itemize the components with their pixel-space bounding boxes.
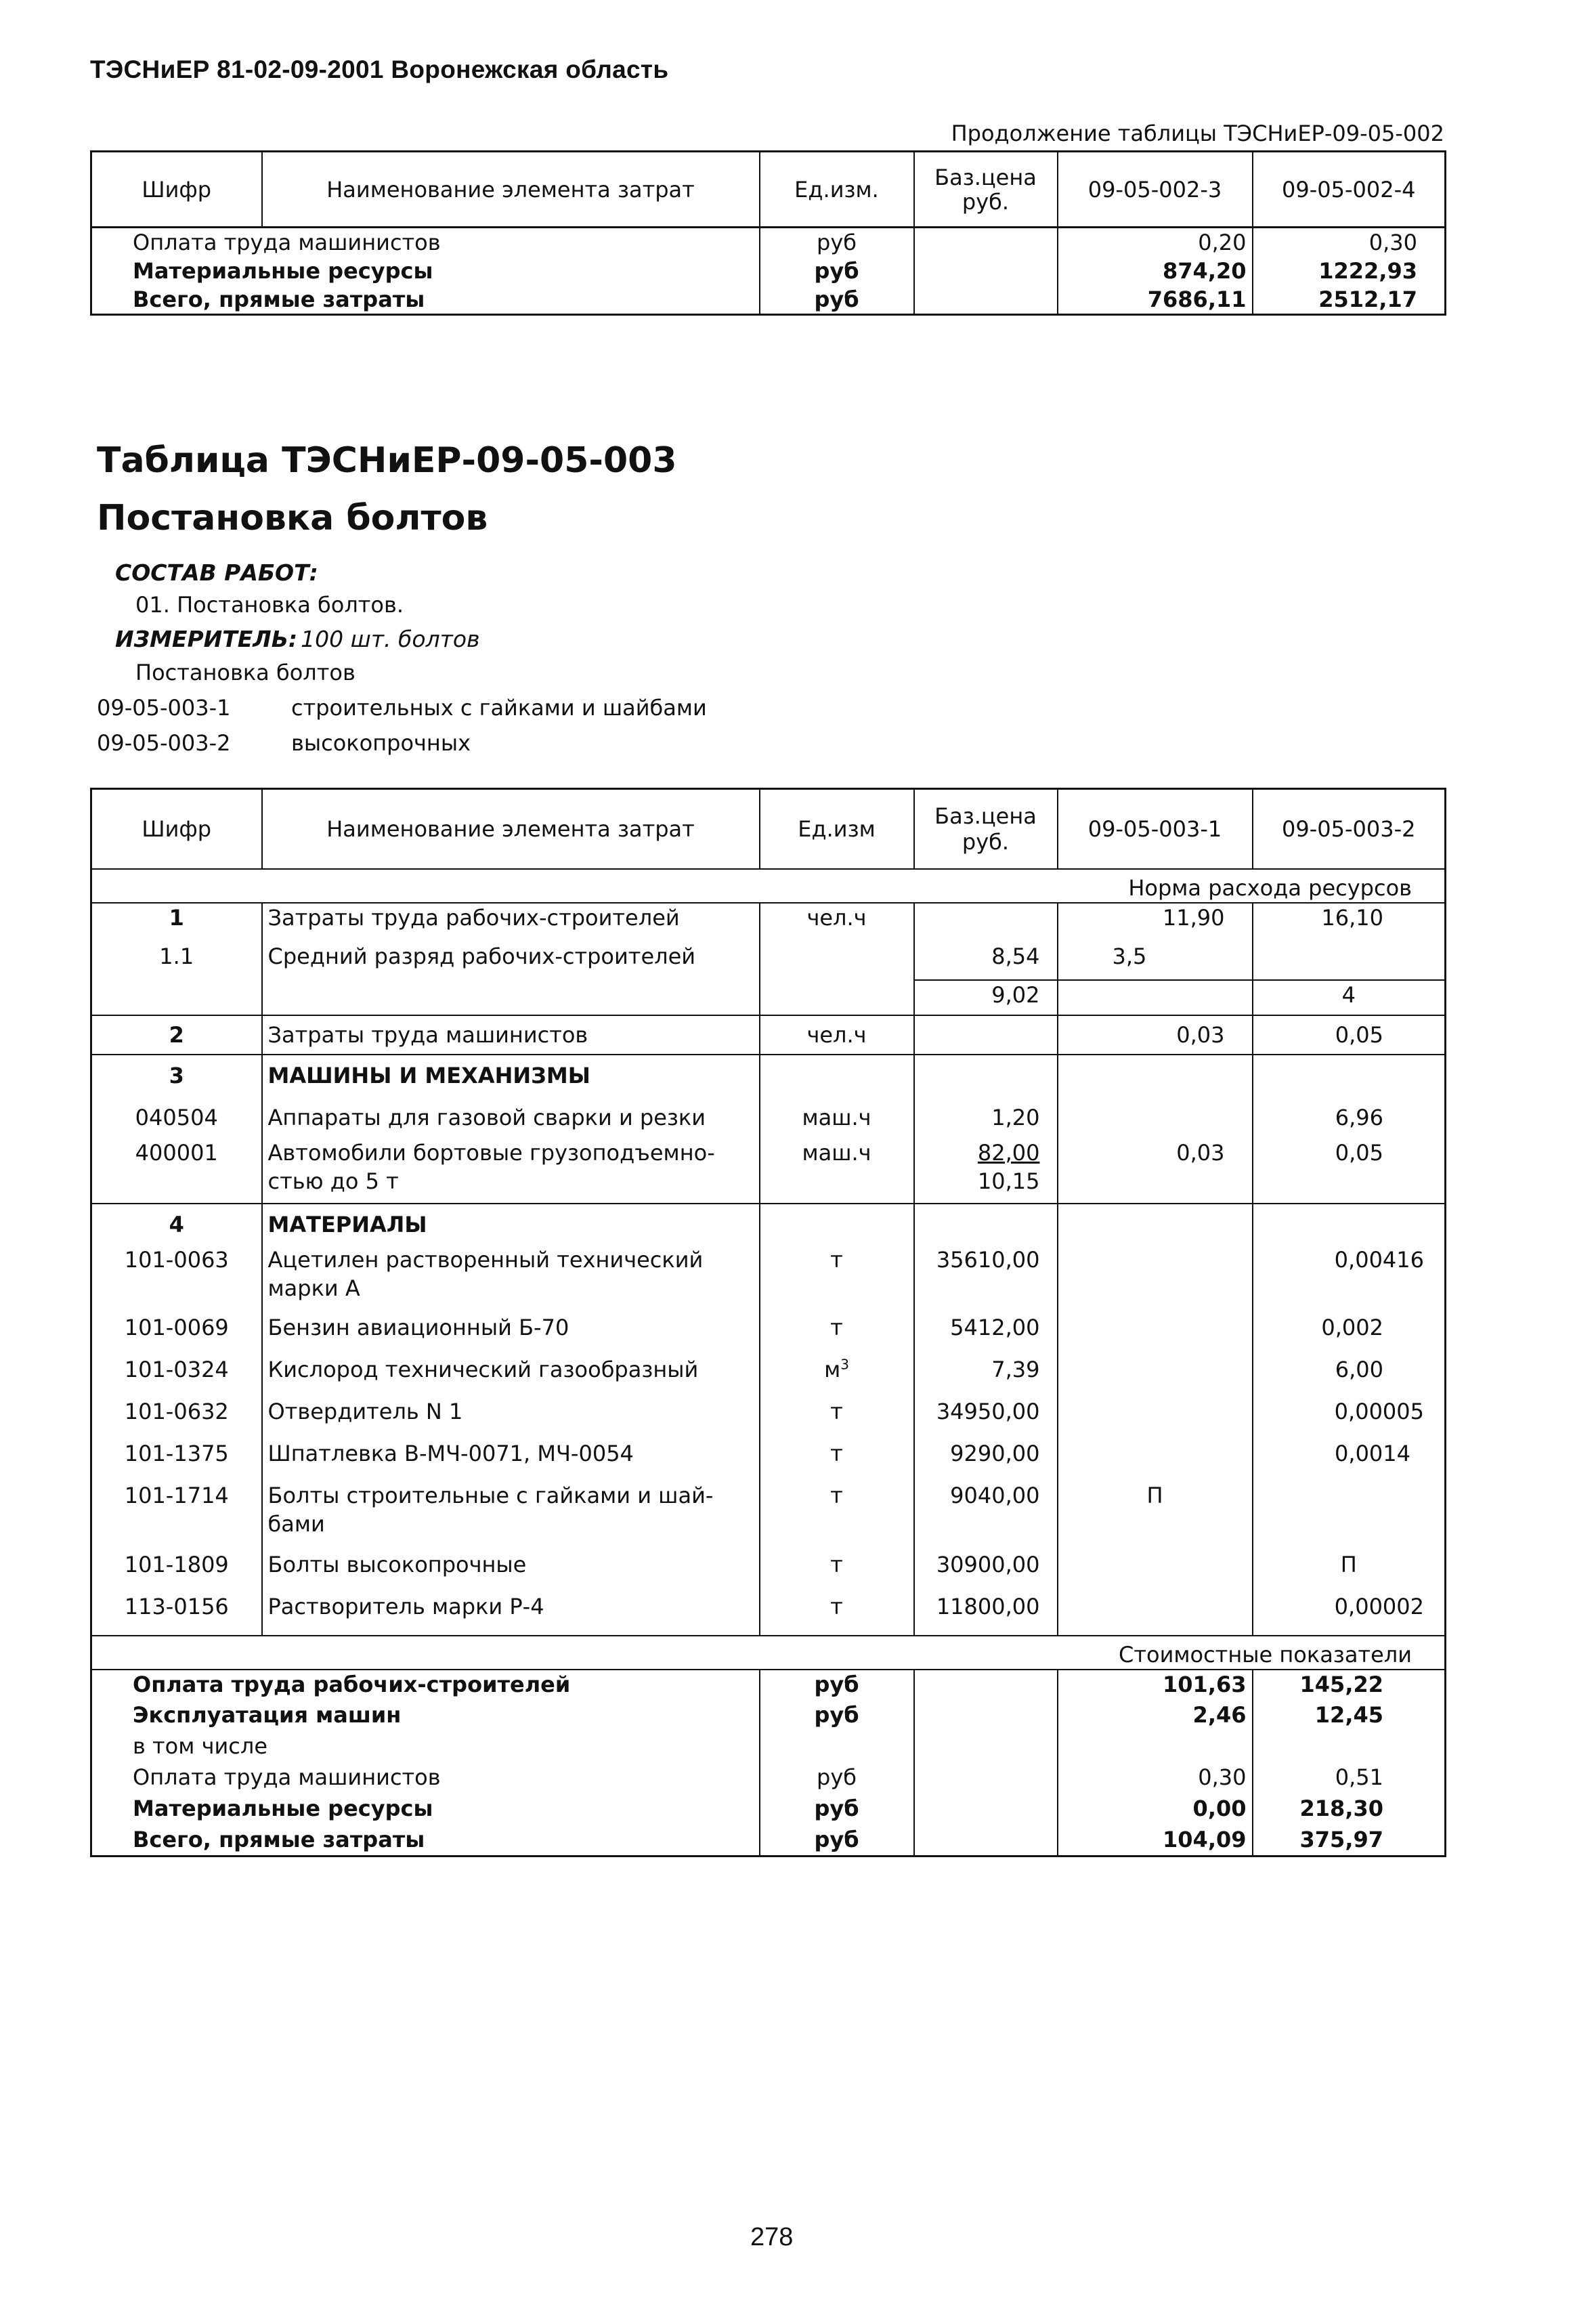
row-price (914, 1139, 1058, 1204)
row-name: Растворитель марки Р-4 (262, 1592, 760, 1636)
row-unit: чел.ч (760, 903, 914, 942)
header-col2: 09-05-002-4 (1253, 152, 1446, 228)
row-name-line: марки А (267, 1275, 360, 1301)
row-unit: чел.ч (760, 1015, 914, 1055)
row-v2: 2512,17 (1253, 285, 1446, 315)
row-price: 30900,00 (914, 1550, 1058, 1592)
row-code: 4 (169, 1212, 184, 1237)
row-v1 (1058, 1246, 1253, 1313)
row-v1: 104,09 (1058, 1825, 1253, 1856)
row-v2 (1253, 1055, 1446, 1097)
row-price (914, 1055, 1058, 1097)
row-price-line: 10,15 (977, 1168, 1040, 1194)
row-name: Затраты труда машинистов (262, 1015, 760, 1055)
header-name: Наименование элемента затрат (262, 152, 760, 228)
row-v2: 12,45 (1253, 1701, 1446, 1732)
row-unit: т (760, 1439, 914, 1481)
norm-caption: Норма расхода ресурсов (1128, 874, 1412, 901)
row-name-line: Автомобили бортовые грузоподъемно- (267, 1139, 715, 1166)
row-code: 101-0632 (124, 1398, 229, 1424)
row-name: Материальные ресурсы (133, 258, 433, 284)
row-v1 (1058, 1097, 1253, 1139)
row-price: 7,39 (914, 1355, 1058, 1397)
header-unit: Ед.изм. (760, 152, 914, 228)
row-v2: 375,97 (1253, 1825, 1446, 1856)
row-name: Затраты труда рабочих-строителей (262, 903, 760, 942)
row-unit (760, 1055, 914, 1097)
row-price-line: 82,00 (977, 1139, 1040, 1166)
row-unit: руб (760, 1701, 914, 1732)
row-v1: 874,20 (1058, 257, 1253, 285)
row-code: 101-0063 (124, 1246, 229, 1273)
row-v1: 0,20 (1058, 228, 1253, 257)
variant-text: строительных с гайками и шайбами (291, 695, 707, 721)
table-row (91, 285, 1446, 315)
row-v1 (1058, 1439, 1253, 1481)
row-v2: 6,00 (1253, 1355, 1446, 1397)
row-v2: 16,10 (1253, 903, 1446, 942)
row-name-line: Болты строительные с гайками и шай- (267, 1482, 714, 1508)
row-v1: 0,00 (1058, 1794, 1253, 1825)
row-v2: 1222,93 (1253, 257, 1446, 285)
row-v2: 0,05 (1253, 1139, 1446, 1204)
row-name: Эксплуатация машин (133, 1701, 402, 1728)
row-v2: 0,00002 (1253, 1592, 1446, 1636)
table-row (91, 1592, 1446, 1636)
row-price (914, 1670, 1058, 1701)
row-code: 2 (169, 1021, 184, 1048)
header-col1: 09-05-002-3 (1058, 152, 1253, 228)
row-v1: 2,46 (1058, 1701, 1253, 1732)
row-unit (760, 1204, 914, 1246)
measurer (115, 626, 480, 652)
row-price (914, 1825, 1058, 1856)
row-price (914, 285, 1058, 315)
row-v2-empty (1253, 942, 1446, 980)
row-unit: руб (760, 1670, 914, 1701)
continuation-table (90, 150, 1446, 316)
header-col1: 09-05-003-1 (1058, 789, 1253, 869)
page-number: 278 (750, 2223, 794, 2251)
row-unit (760, 1732, 914, 1763)
table-row (91, 1670, 1446, 1701)
row-v1: 101,63 (1058, 1670, 1253, 1701)
row-unit: т (760, 1481, 914, 1550)
measurer-label: ИЗМЕРИТЕЛЬ: (115, 626, 298, 652)
table-row (91, 1397, 1446, 1439)
row-v1: 0,03 (1058, 1139, 1253, 1204)
table-row (91, 228, 1446, 257)
row-name: Болты высокопрочные (262, 1550, 760, 1592)
variant-text: высокопрочных (291, 730, 471, 756)
row-v2: 145,22 (1253, 1670, 1446, 1701)
row-v1: П (1058, 1481, 1253, 1550)
row-v2: 0,00416 (1253, 1246, 1446, 1313)
row-name: МАТЕРИАЛЫ (262, 1204, 760, 1246)
row-price: 11800,00 (914, 1592, 1058, 1636)
row-price: 35610,00 (914, 1246, 1058, 1313)
row-v1 (1058, 1355, 1253, 1397)
row-name (262, 1139, 760, 1204)
table-title: Таблица ТЭСНиЕР-09-05-003 (97, 440, 677, 481)
row-code: 101-1375 (124, 1440, 229, 1466)
row-unit: маш.ч (760, 1139, 914, 1204)
row-price (914, 1701, 1058, 1732)
header-base-price: Баз.цена руб. (914, 152, 1058, 228)
row-unit: руб (760, 285, 914, 315)
table-row (91, 1825, 1446, 1856)
continuation-header-row (91, 152, 1446, 228)
table-row (91, 1246, 1446, 1313)
table-row (91, 1481, 1446, 1550)
row-code: 101-0069 (124, 1314, 229, 1340)
row-unit: т (760, 1397, 914, 1439)
row-unit: т (760, 1592, 914, 1636)
row-unit: маш.ч (760, 1097, 914, 1139)
table-row (91, 1097, 1446, 1139)
variant-code: 09-05-003-1 (97, 695, 231, 721)
row-v2: 0,51 (1253, 1763, 1446, 1794)
row-code: 1 (169, 904, 184, 931)
row-v1: 7686,11 (1058, 285, 1253, 315)
table-row (91, 1550, 1446, 1592)
row-v2: 218,30 (1253, 1794, 1446, 1825)
row-code: 101-0324 (124, 1356, 229, 1382)
row-name (262, 1246, 760, 1313)
row-price (914, 1763, 1058, 1794)
row-price: 9,02 (914, 980, 1058, 1015)
document-header: ТЭСНиЕР 81-02-09-2001 Воронежская область (90, 56, 669, 83)
header-base-price: Баз.цена руб. (914, 789, 1058, 869)
table-row (91, 903, 1446, 942)
row-v1 (1058, 1313, 1253, 1355)
row-price (914, 903, 1058, 942)
table-row (91, 1139, 1446, 1204)
row-unit (760, 942, 914, 980)
row-code: 400001 (135, 1139, 218, 1166)
row-name: Всего, прямые затраты (133, 287, 425, 312)
row-name: Бензин авиационный Б-70 (262, 1313, 760, 1355)
row-code: 040504 (135, 1104, 218, 1130)
row-price: 1,20 (914, 1097, 1058, 1139)
row-code: 101-1714 (124, 1482, 229, 1508)
cost-caption-row (91, 1636, 1446, 1670)
row-v1-empty (1058, 980, 1253, 1015)
row-v2: 0,00005 (1253, 1397, 1446, 1439)
row-v1: 0,30 (1058, 1763, 1253, 1794)
row-price: 9040,00 (914, 1481, 1058, 1550)
row-name: Отвердитель N 1 (262, 1397, 760, 1439)
table-row (91, 257, 1446, 285)
row-name: Оплата труда рабочих-строителей (133, 1671, 571, 1697)
row-v2: 0,30 (1253, 228, 1446, 257)
row-code: 3 (169, 1063, 184, 1088)
table-row (91, 1439, 1446, 1481)
row-unit (760, 980, 914, 1015)
header-unit: Ед.изм (760, 789, 914, 869)
header-name: Наименование элемента затрат (262, 789, 760, 869)
row-price (914, 257, 1058, 285)
row-v2 (1253, 1204, 1446, 1246)
work-item: 01. Постановка болтов. (135, 592, 404, 618)
row-v2: 0,05 (1253, 1015, 1446, 1055)
row-unit (760, 1355, 914, 1397)
work-composition-label: СОСТАВ РАБОТ: (115, 559, 318, 586)
row-name: Средний разряд рабочих-строителей (262, 942, 760, 980)
row-price (914, 228, 1058, 257)
row-name-line: стью до 5 т (267, 1168, 399, 1194)
row-name: Оплата труда машинистов (133, 230, 441, 255)
row-price: 34950,00 (914, 1397, 1058, 1439)
header-col2: 09-05-003-2 (1253, 789, 1446, 869)
row-code: 101-1809 (124, 1551, 229, 1577)
table-row (91, 980, 1446, 1015)
row-name: Аппараты для газовой сварки и резки (262, 1097, 760, 1139)
row-v2 (1253, 1481, 1446, 1550)
row-name: Всего, прямые затраты (133, 1826, 425, 1852)
table-row (91, 1763, 1446, 1794)
table-row (91, 1015, 1446, 1055)
row-code: 1.1 (159, 943, 194, 969)
row-name: Материальные ресурсы (133, 1795, 433, 1821)
row-price (914, 1204, 1058, 1246)
row-v1: 0,03 (1058, 1015, 1253, 1055)
row-v2: П (1253, 1550, 1446, 1592)
row-name: Оплата труда машинистов (133, 1764, 441, 1790)
table-row (91, 1055, 1446, 1097)
row-code (91, 980, 262, 1015)
row-price (914, 1732, 1058, 1763)
row-unit: т (760, 1246, 914, 1313)
unit-superscript: 3 (840, 1355, 849, 1372)
resources-table (90, 788, 1446, 1857)
row-v2: 0,002 (1253, 1313, 1446, 1355)
cost-caption: Стоимостные показатели (1119, 1641, 1412, 1668)
row-name: Шпатлевка В-МЧ-0071, МЧ-0054 (262, 1439, 760, 1481)
row-price: 5412,00 (914, 1313, 1058, 1355)
row-name: Кислород технический газообразный (262, 1355, 760, 1397)
row-unit: руб (760, 1794, 914, 1825)
unit-text: м (824, 1356, 841, 1382)
row-name (262, 980, 760, 1015)
row-unit: руб (760, 1825, 914, 1856)
row-code: 113-0156 (124, 1593, 229, 1619)
row-unit: руб (760, 257, 914, 285)
norm-caption-row (91, 869, 1446, 903)
row-v1 (1058, 1397, 1253, 1439)
table-row (91, 1732, 1446, 1763)
row-v2 (1253, 1732, 1446, 1763)
row-name-line: бами (267, 1510, 325, 1537)
row-unit: руб (760, 1763, 914, 1794)
continuation-caption: Продолжение таблицы ТЭСНиЕР-09-05-002 (951, 121, 1444, 146)
row-v2: 6,96 (1253, 1097, 1446, 1139)
row-price (914, 1794, 1058, 1825)
row-unit: т (760, 1550, 914, 1592)
row-v1 (1058, 1592, 1253, 1636)
row-v2: 4 (1253, 980, 1446, 1015)
row-name-line: Ацетилен растворенный технический (267, 1246, 704, 1273)
row-v1 (1058, 1204, 1253, 1246)
table-row (91, 1313, 1446, 1355)
row-v1 (1058, 1550, 1253, 1592)
row-unit: т (760, 1313, 914, 1355)
header-code: Шифр (142, 176, 212, 203)
row-unit: руб (760, 228, 914, 257)
row-price: 8,54 (914, 942, 1058, 980)
measurer-value: 100 шт. болтов (301, 626, 480, 652)
row-v1: 3,5 (1058, 942, 1253, 980)
row-name: МАШИНЫ И МЕХАНИЗМЫ (262, 1055, 760, 1097)
row-v1 (1058, 1055, 1253, 1097)
resources-header-row (91, 789, 1446, 869)
row-v2: 0,0014 (1253, 1439, 1446, 1481)
table-row (91, 942, 1446, 980)
row-price (914, 1015, 1058, 1055)
row-name (262, 1481, 760, 1550)
row-price: 9290,00 (914, 1439, 1058, 1481)
table-subtitle: Постановка болтов (97, 498, 488, 538)
table-row (91, 1701, 1446, 1732)
intro-line: Постановка болтов (135, 660, 355, 685)
row-v1: 11,90 (1058, 903, 1253, 942)
header-code: Шифр (142, 815, 212, 842)
row-v1 (1058, 1732, 1253, 1763)
table-row (91, 1355, 1446, 1397)
row-name: в том числе (133, 1733, 267, 1759)
variant-code: 09-05-003-2 (97, 730, 231, 756)
table-row (91, 1794, 1446, 1825)
table-row (91, 1204, 1446, 1246)
